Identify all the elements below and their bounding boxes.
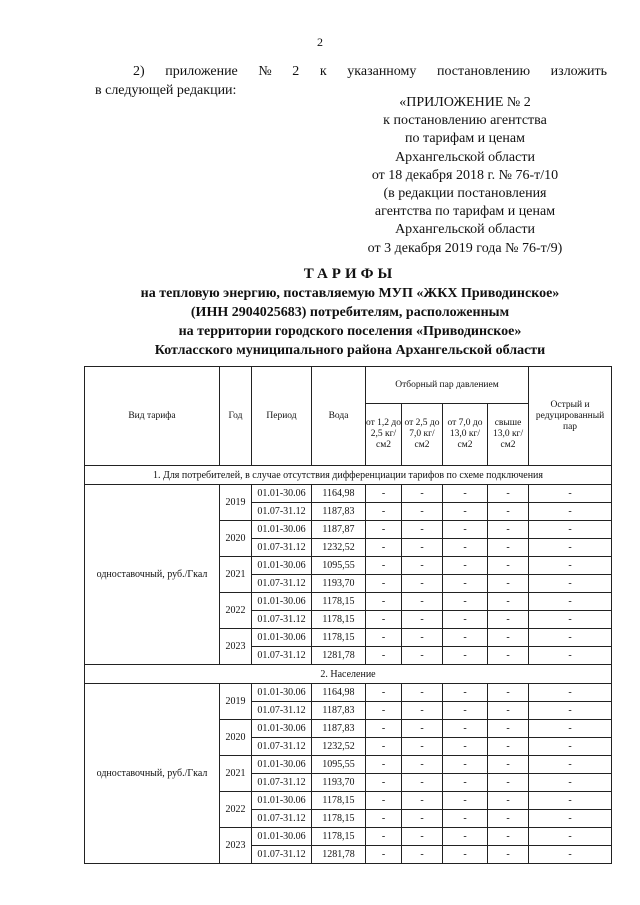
empty-value-cell: - [443,702,488,720]
empty-value-cell: - [529,792,612,810]
empty-value-cell: - [443,828,488,846]
empty-value-cell: - [443,684,488,702]
empty-value-cell: - [488,828,529,846]
table-row [85,485,612,503]
appendix-line: (в редакции постановления [383,186,547,202]
title-line: (ИНН 2904025683) потребителям, расположенным [190,305,510,320]
empty-value-cell: - [366,702,402,720]
empty-value-cell: - [366,611,402,629]
empty-value-cell: - [366,593,402,611]
empty-value-cell: - [529,810,612,828]
empty-value-cell: - [402,521,443,539]
empty-value-cell: - [529,521,612,539]
empty-value-cell: - [529,557,612,575]
empty-value-cell: - [402,792,443,810]
empty-value-cell: - [529,684,612,702]
appendix-line: агентства по тарифам и ценам [374,204,556,220]
water-value-cell: 1187,83 [312,503,366,521]
empty-value-cell: - [529,756,612,774]
year-cell: 2023 [220,629,252,665]
empty-value-cell: - [529,720,612,738]
water-value-cell: 1193,70 [312,575,366,593]
tariff-table-body [85,466,612,864]
empty-value-cell: - [488,539,529,557]
tariff-table [84,366,612,864]
period-cell: 01.01-30.06 [252,593,312,611]
water-value-cell: 1164,98 [312,485,366,503]
page-number: 2 [317,35,323,49]
empty-value-cell: - [488,756,529,774]
period-cell: 01.01-30.06 [252,557,312,575]
empty-value-cell: - [488,738,529,756]
empty-value-cell: - [366,503,402,521]
appendix-header [330,94,600,258]
title-line: Котласского муниципального района Архангельской области [154,343,546,358]
empty-value-cell: - [529,828,612,846]
empty-value-cell: - [529,629,612,647]
water-value-cell: 1178,15 [312,629,366,647]
empty-value-cell: - [443,720,488,738]
empty-value-cell: - [402,539,443,557]
empty-value-cell: - [443,521,488,539]
empty-value-cell: - [529,503,612,521]
year-cell: 2020 [220,521,252,557]
intro-word: изложить [550,64,607,79]
empty-value-cell: - [402,503,443,521]
year-cell: 2020 [220,720,252,756]
water-value-cell: 1281,78 [312,647,366,665]
empty-value-cell: - [402,557,443,575]
empty-value-cell: - [488,557,529,575]
empty-value-cell: - [529,539,612,557]
period-cell: 01.01-30.06 [252,485,312,503]
title-line: на территории городского поселения «Приводинское» [178,324,522,339]
empty-value-cell: - [366,792,402,810]
empty-value-cell: - [402,629,443,647]
empty-value-cell: - [366,846,402,864]
intro-word: постановлению [436,64,531,79]
empty-value-cell: - [366,720,402,738]
intro-word: 2 [292,64,300,79]
intro-line-1 [95,62,607,81]
empty-value-cell: - [366,521,402,539]
period-cell: 01.01-30.06 [252,521,312,539]
empty-value-cell: - [443,503,488,521]
empty-value-cell: - [443,539,488,557]
tariff-type-cell: одноставочный, руб./Гкал [85,684,220,864]
intro-word: № [258,64,272,79]
empty-value-cell: - [529,702,612,720]
empty-value-cell: - [488,593,529,611]
empty-value-cell: - [443,629,488,647]
period-cell: 01.01-30.06 [252,720,312,738]
empty-value-cell: - [402,810,443,828]
empty-value-cell: - [402,756,443,774]
empty-value-cell: - [443,738,488,756]
title-heading: ТАРИФЫ [303,266,397,282]
period-cell: 01.07-31.12 [252,575,312,593]
water-value-cell: 1178,15 [312,828,366,846]
period-cell: 01.01-30.06 [252,629,312,647]
period-cell: 01.01-30.06 [252,684,312,702]
water-value-cell: 1178,15 [312,810,366,828]
empty-value-cell: - [366,539,402,557]
header-steam-pressure: Отборный пар давлением [366,367,529,404]
intro-line-2: в следующей редакции: [95,83,237,98]
empty-value-cell: - [488,575,529,593]
empty-value-cell: - [366,774,402,792]
header-period: Период [252,367,312,466]
empty-value-cell: - [488,629,529,647]
empty-value-cell: - [443,810,488,828]
appendix-line: по тарифам и ценам [405,131,525,147]
empty-value-cell: - [488,846,529,864]
section-title: 2. Население [85,665,612,684]
empty-value-cell: - [488,702,529,720]
period-cell: 01.07-31.12 [252,539,312,557]
period-cell: 01.01-30.06 [252,792,312,810]
empty-value-cell: - [529,774,612,792]
empty-value-cell: - [443,593,488,611]
empty-value-cell: - [529,846,612,864]
intro-word: приложение [165,64,238,79]
section-title: 1. Для потребителей, в случае отсутствия дифференциации тарифов по схеме подключения [85,466,612,485]
appendix-line: к постановлению агентства [383,113,547,129]
header-pressure-4: свыше 13,0 кг/см2 [488,404,529,466]
year-cell: 2021 [220,557,252,593]
water-value-cell: 1232,52 [312,738,366,756]
empty-value-cell: - [488,810,529,828]
empty-value-cell: - [366,756,402,774]
empty-value-cell: - [488,647,529,665]
empty-value-cell: - [529,575,612,593]
period-cell: 01.01-30.06 [252,756,312,774]
empty-value-cell: - [443,846,488,864]
empty-value-cell: - [402,846,443,864]
empty-value-cell: - [402,828,443,846]
section-row [85,466,612,485]
header-water: Вода [312,367,366,466]
header-sharp-steam: Острый и редуцированный пар [529,367,612,466]
empty-value-cell: - [443,575,488,593]
empty-value-cell: - [402,702,443,720]
empty-value-cell: - [402,684,443,702]
period-cell: 01.07-31.12 [252,702,312,720]
water-value-cell: 1095,55 [312,756,366,774]
table-row [85,684,612,702]
intro-number: 2) [133,64,145,79]
water-value-cell: 1164,98 [312,684,366,702]
year-cell: 2023 [220,828,252,864]
water-value-cell: 1281,78 [312,846,366,864]
empty-value-cell: - [443,611,488,629]
empty-value-cell: - [402,593,443,611]
empty-value-cell: - [402,647,443,665]
water-value-cell: 1178,15 [312,792,366,810]
empty-value-cell: - [402,611,443,629]
water-value-cell: 1232,52 [312,539,366,557]
empty-value-cell: - [488,503,529,521]
empty-value-cell: - [402,485,443,503]
period-cell: 01.07-31.12 [252,647,312,665]
header-pressure-2: от 2,5 до 7,0 кг/см2 [402,404,443,466]
empty-value-cell: - [402,738,443,756]
empty-value-cell: - [443,792,488,810]
water-value-cell: 1187,83 [312,702,366,720]
empty-value-cell: - [488,485,529,503]
empty-value-cell: - [443,774,488,792]
water-value-cell: 1095,55 [312,557,366,575]
empty-value-cell: - [366,485,402,503]
year-cell: 2019 [220,684,252,720]
empty-value-cell: - [402,720,443,738]
document-title [60,265,640,360]
empty-value-cell: - [488,521,529,539]
header-tariff-type: Вид тарифа [85,367,220,466]
empty-value-cell: - [529,647,612,665]
empty-value-cell: - [366,575,402,593]
empty-value-cell: - [443,647,488,665]
empty-value-cell: - [443,756,488,774]
empty-value-cell: - [402,575,443,593]
water-value-cell: 1178,15 [312,611,366,629]
water-value-cell: 1193,70 [312,774,366,792]
header-year: Год [220,367,252,466]
period-cell: 01.07-31.12 [252,503,312,521]
title-line: на тепловую энергию, поставляемую МУП «ЖКХ Приводинское» [140,286,560,301]
water-value-cell: 1178,15 [312,593,366,611]
empty-value-cell: - [443,485,488,503]
period-cell: 01.01-30.06 [252,828,312,846]
empty-value-cell: - [488,611,529,629]
year-cell: 2022 [220,792,252,828]
header-pressure-3: от 7,0 до 13,0 кг/см2 [443,404,488,466]
appendix-line: «ПРИЛОЖЕНИЕ № 2 [399,95,531,110]
appendix-line: от 18 декабря 2018 г. № 76-т/10 [371,167,559,183]
empty-value-cell: - [529,485,612,503]
empty-value-cell: - [488,684,529,702]
year-cell: 2019 [220,485,252,521]
empty-value-cell: - [529,738,612,756]
period-cell: 01.07-31.12 [252,611,312,629]
empty-value-cell: - [529,611,612,629]
period-cell: 01.07-31.12 [252,774,312,792]
appendix-line: Архангельской области [395,149,535,165]
empty-value-cell: - [366,557,402,575]
empty-value-cell: - [488,774,529,792]
intro-word: указанному [347,64,417,79]
tariff-type-cell: одноставочный, руб./Гкал [85,485,220,665]
empty-value-cell: - [488,720,529,738]
empty-value-cell: - [529,593,612,611]
appendix-line: от 3 декабря 2019 года № 76-т/9) [367,240,563,256]
empty-value-cell: - [366,828,402,846]
year-cell: 2022 [220,593,252,629]
intro-word: к [319,64,327,79]
period-cell: 01.07-31.12 [252,810,312,828]
empty-value-cell: - [488,792,529,810]
empty-value-cell: - [366,684,402,702]
header-pressure-1: от 1,2 до 2,5 кг/см2 [366,404,402,466]
water-value-cell: 1187,87 [312,521,366,539]
empty-value-cell: - [366,738,402,756]
period-cell: 01.07-31.12 [252,846,312,864]
empty-value-cell: - [402,774,443,792]
empty-value-cell: - [366,810,402,828]
appendix-line: Архангельской области [395,222,535,238]
year-cell: 2021 [220,756,252,792]
empty-value-cell: - [366,629,402,647]
section-row [85,665,612,684]
empty-value-cell: - [443,557,488,575]
period-cell: 01.07-31.12 [252,738,312,756]
water-value-cell: 1187,83 [312,720,366,738]
empty-value-cell: - [366,647,402,665]
